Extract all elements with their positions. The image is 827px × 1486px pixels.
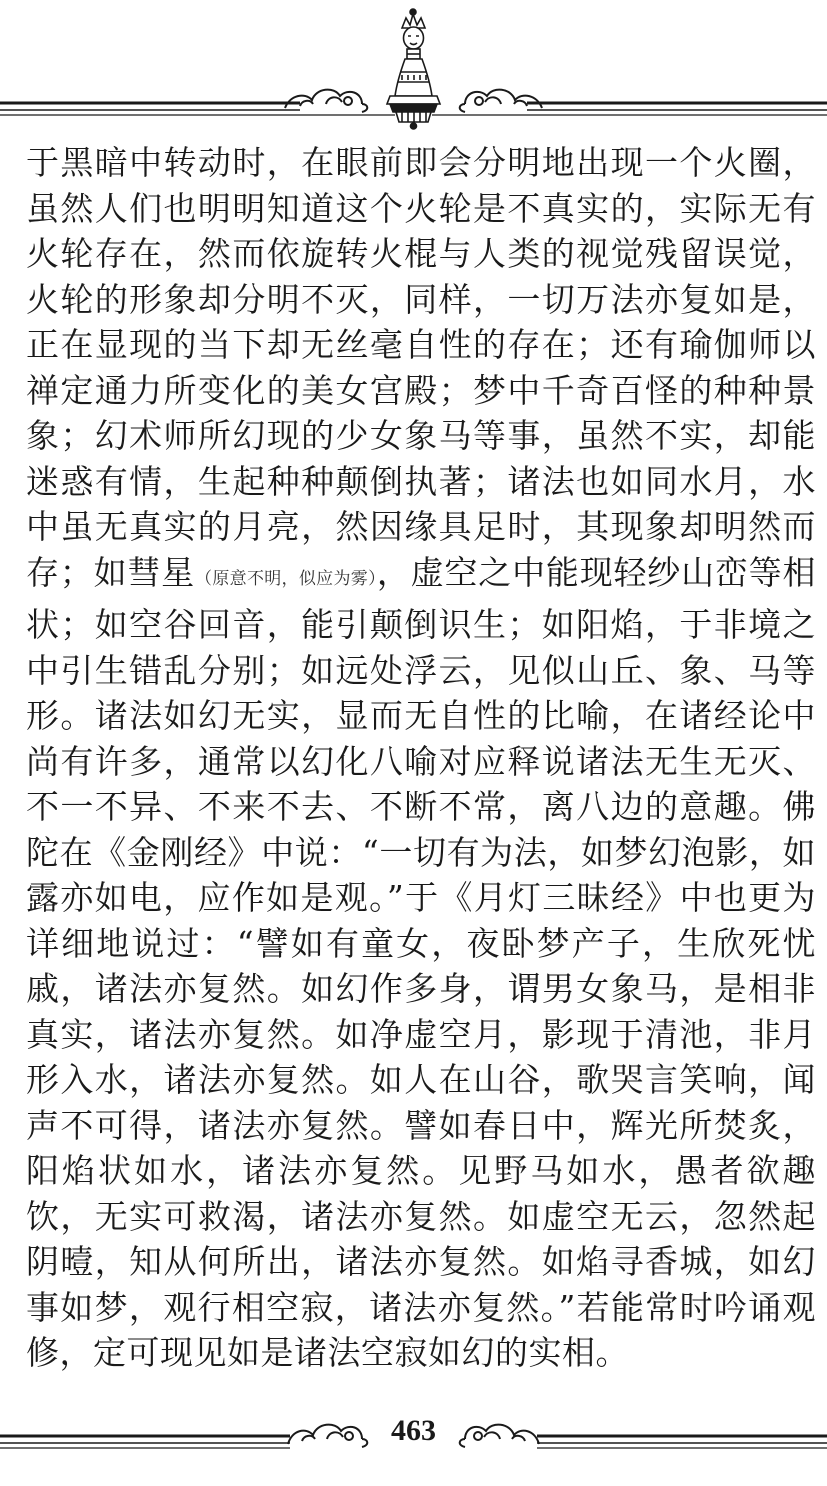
inline-annotation-note: （原意不明，似应为雾） <box>195 568 377 589</box>
body-text-part2: ，虚空之中能现轻纱山峦等相状；如空谷回音，能引颠倒识生；如阳焰，于非境之中引生错乱分别；如远处浮云，见似山丘、象、马等形。诸法如幻无实，显而无自性的比喻，在诸经论中尚有许多，通常以幻化八喻对应释说诸法无生无灭、不一不异、不来不去、不断不常，离八边的意趣。佛陀在《金刚经》中说：“一切有为法，如梦幻泡影，如露亦如电，应作如是观。”于《月灯三昧经》中也更为详细地说过：“譬如有童女，夜卧梦产子，生欣死忧戚，诸法亦复然。如幻作多身，谓男女象马，是相非真实，诸法亦复然。如净虚空月，影现于清池，非月形入水，诸法亦复然。如人在山谷，歌哭言笑响，闻声不可得，诸法亦复然。譬如春日中，辉光所焚炙，阳焰状如水，诸法亦复然。见野马如水，愚者欲趣饮，无实可救渴，诸法亦复然。如虚空无云，忽然起阴曀，知从何所出，诸法亦复然。如焰寻香城，如幻事如梦，观行相空寂，诸法亦复然。”若能常时吟诵观修，定可现见如是诸法空寂如幻的实相。 <box>26 552 817 1372</box>
page-header-ornament <box>0 0 827 140</box>
header-ornament-svg <box>0 0 827 140</box>
bell-with-deity-crown-icon <box>387 9 440 129</box>
page-number: 463 <box>391 1414 436 1447</box>
right-cloud-icon <box>460 90 542 112</box>
page-body-text <box>26 140 816 1376</box>
left-cloud-icon <box>285 90 367 112</box>
body-text-part1: 于黑暗中转动时，在眼前即会分明地出现一个火圈，虽然人们也明明知道这个火轮是不真实的，实际无有火轮存在，然而依旋转火棍与人类的视觉残留误觉，火轮的形象却分明不灭，同样，一切万法亦复如是，正在显现的当下却无丝毫自性的存在；还有瑜伽师以禅定通力所变化的美女宫殿；梦中千奇百怪的种种景象；幻术师所幻现的少女象马等事，虽然不实，却能迷惑有情，生起种种颠倒执著；诸法也如同水月，水中虽无真实的月亮，然因缘具足时，其现象却明然而存；如彗星 <box>26 143 816 592</box>
